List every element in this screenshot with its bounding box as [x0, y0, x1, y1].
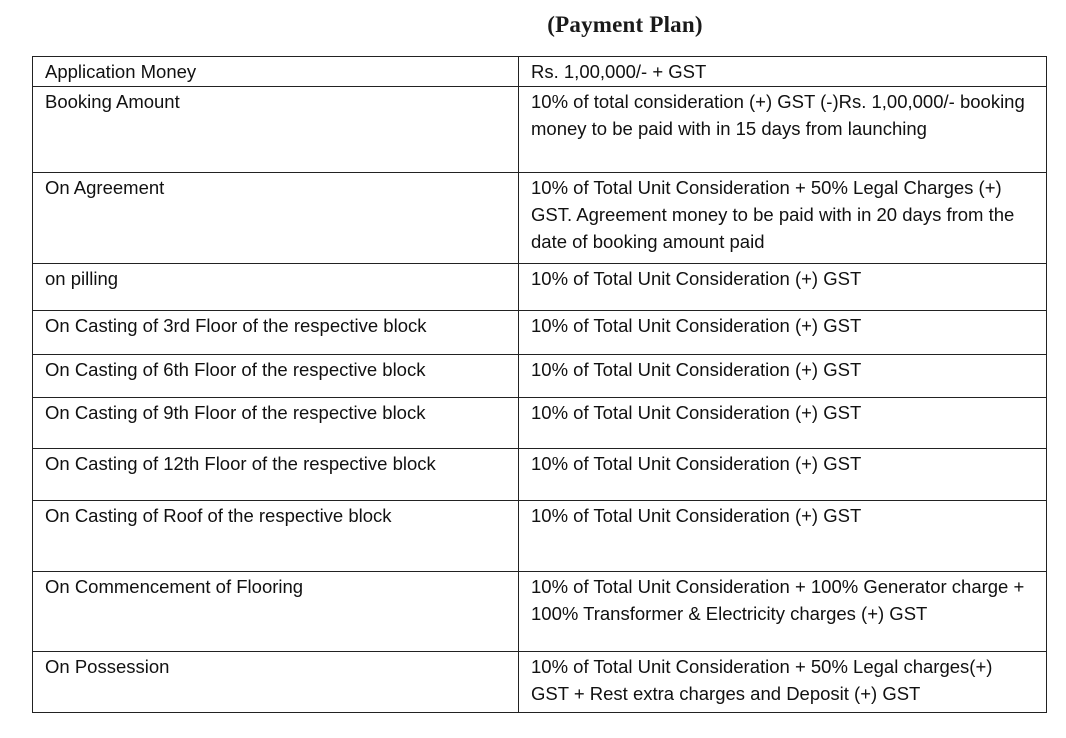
- table-row: [33, 398, 1047, 449]
- stage-cell: on pilling: [33, 264, 519, 311]
- table-row: [33, 355, 1047, 398]
- table-row: [33, 652, 1047, 713]
- payment-cell: 10% of Total Unit Consideration + 50% Legal Charges (+) GST. Agreement money to be paid with in 20 days from the date of booking amount paid: [519, 173, 1047, 264]
- payment-cell: 10% of Total Unit Consideration (+) GST: [519, 501, 1047, 572]
- table-row: [33, 264, 1047, 311]
- payment-cell: 10% of Total Unit Consideration (+) GST: [519, 264, 1047, 311]
- stage-cell: On Casting of 12th Floor of the respective block: [33, 449, 519, 501]
- payment-cell: 10% of Total Unit Consideration + 50% Legal charges(+) GST + Rest extra charges and Deposit (+) GST: [519, 652, 1047, 713]
- payment-cell: Rs. 1,00,000/- + GST: [519, 57, 1047, 87]
- page-title: (Payment Plan): [547, 12, 703, 37]
- payment-plan-table: [32, 56, 1047, 713]
- stage-cell: On Casting of Roof of the respective block: [33, 501, 519, 572]
- stage-cell: Booking Amount: [33, 87, 519, 173]
- payment-cell: 10% of Total Unit Consideration (+) GST: [519, 398, 1047, 449]
- table-row: [33, 87, 1047, 173]
- stage-cell: On Casting of 3rd Floor of the respective block: [33, 311, 519, 355]
- stage-cell: On Casting of 6th Floor of the respective block: [33, 355, 519, 398]
- table-row: [33, 449, 1047, 501]
- payment-cell: 10% of Total Unit Consideration (+) GST: [519, 311, 1047, 355]
- stage-cell: On Agreement: [33, 173, 519, 264]
- table-row: [33, 572, 1047, 652]
- payment-cell: 10% of Total Unit Consideration (+) GST: [519, 449, 1047, 501]
- stage-cell: On Casting of 9th Floor of the respective block: [33, 398, 519, 449]
- stage-cell: Application Money: [33, 57, 519, 87]
- table-row: [33, 311, 1047, 355]
- payment-cell: 10% of Total Unit Consideration (+) GST: [519, 355, 1047, 398]
- stage-cell: On Commencement of Flooring: [33, 572, 519, 652]
- table-row: [33, 501, 1047, 572]
- payment-cell: 10% of Total Unit Consideration + 100% Generator charge + 100% Transformer & Electricity charges (+) GST: [519, 572, 1047, 652]
- payment-cell: 10% of total consideration (+) GST (-)Rs. 1,00,000/- booking money to be paid with in 15 days from launching: [519, 87, 1047, 173]
- table-row: [33, 57, 1047, 87]
- stage-cell: On Possession: [33, 652, 519, 713]
- table-row: [33, 173, 1047, 264]
